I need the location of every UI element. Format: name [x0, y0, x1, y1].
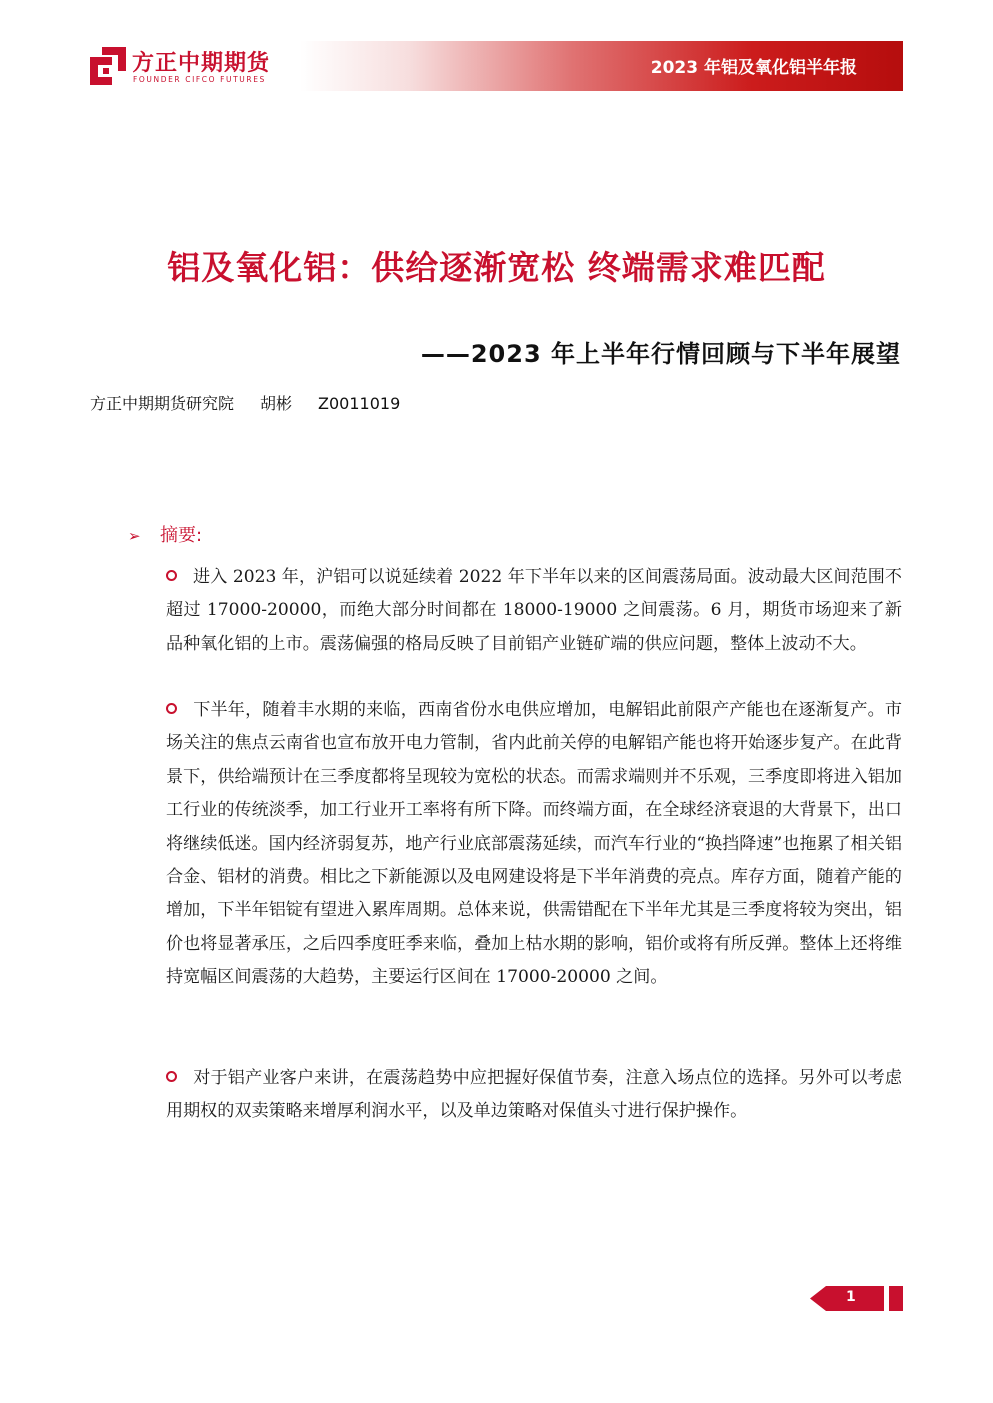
summary-paragraph [166, 561, 902, 661]
circle-bullet-icon [166, 570, 177, 581]
brand-name-en: FOUNDER CIFCO FUTURES [133, 75, 266, 84]
summary-paragraph [166, 1062, 902, 1129]
brand-name: 方正中期期货 [132, 51, 271, 76]
brand-logo [90, 45, 290, 91]
report-title: 2023 年铝及氧化铝半年报 [650, 58, 857, 78]
arrow-bullet-icon: ➢ [128, 527, 141, 545]
summary-heading: 摘要: [160, 525, 203, 546]
logo-mark-icon [90, 47, 126, 85]
circle-bullet-icon [166, 1071, 177, 1082]
author-id: Z0011019 [318, 394, 401, 413]
summary-paragraph-text: 对于铝产业客户来讲，在震荡趋势中应把握好保值节奏，注意入场点位的选择。另外可以考虑用期权的双卖策略来增厚利润水平，以及单边策略对保值头寸进行保护操作。 [166, 1068, 902, 1122]
page-block-shape [889, 1286, 903, 1311]
circle-bullet-icon [166, 703, 177, 714]
document-subtitle: ——2023 年上半年行情回顾与下半年展望 [420, 340, 901, 368]
summary-paragraph-text: 进入 2023 年，沪铝可以说延续着 2022 年下半年以来的区间震荡局面。波动最大区间范围不超过 17000-20000，而绝大部分时间都在 18000-19000 之间震荡。6 月，期货市场迎来了新品种氧化铝的上市。震荡偏强的格局反映了目前铝产业链矿端的供应问题，整体上波动不大。 [166, 567, 902, 654]
summary-paragraph-text: 下半年，随着丰水期的来临，西南省份水电供应增加，电解铝此前限产产能也在逐渐复产。市场关注的焦点云南省也宣布放开电力管制，省内此前关停的电解铝产能也将开始逐步复产。在此背景下，供给端预计在三季度都将呈现较为宽松的状态。而需求端则并不乐观，三季度即将进入铝加工行业的传统淡季，加工行业开工率将有所下降。而终端方面，在全球经济衰退的大背景下，出口将继续低迷。国内经济弱复苏，地产行业底部震荡延续，而汽车行业的“换挡降速”也拖累了相关铝合金、铝材的消费。相比之下新能源以及电网建设将是下半年消费的亮点。库存方面，随着产能的增加，下半年铝锭有望进入累库周期。总体来说，供需错配在下半年尤其是三季度将较为突出，铝价也将显著承压，之后四季度旺季来临，叠加上枯水期的影响，铝价或将有所反弹。整体上还将维持宽幅区间震荡的大趋势，主要运行区间在 17000-20000 之间。 [166, 700, 902, 988]
page-number-badge [810, 1286, 905, 1311]
author-institute: 方正中期期货研究院 [90, 394, 235, 413]
summary-heading-row [128, 521, 202, 547]
author-line [90, 391, 426, 414]
page-number: 1 [846, 1289, 856, 1305]
document-title: 铝及氧化铝：供给逐渐宽松 终端需求难匹配 [167, 248, 826, 287]
summary-paragraph [166, 694, 902, 995]
author-name: 胡彬 [260, 394, 293, 413]
header-bar [300, 41, 903, 91]
